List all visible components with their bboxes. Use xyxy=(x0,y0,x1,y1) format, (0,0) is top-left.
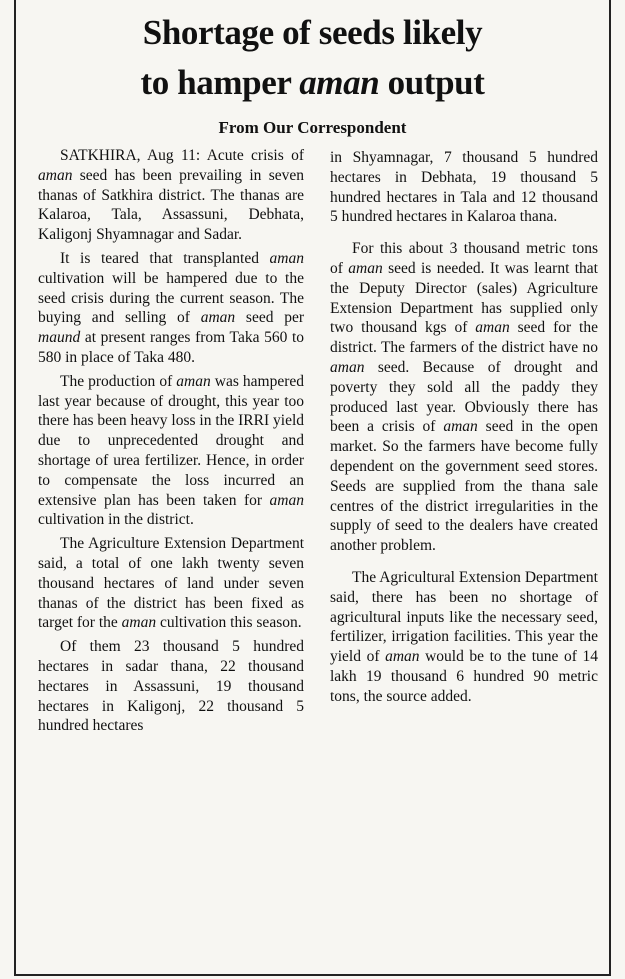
text-run: seed. Because of drought and poverty they sold all the paddy they produced last year. Obviously there has been a crisis of xyxy=(330,358,598,436)
text-run: seed in the open market. So the farmers have become fully dependent on the government seed stores. Seeds are supplied from the thana sale centres of the district irregularities in the supply of seed to the dealers have created another problem. xyxy=(330,418,598,555)
text-run: seed is needed. It was learnt that the Deputy Director (sales) Agriculture Extension Department has supplied only two thousand kgs of xyxy=(330,259,598,337)
text-run: It is teared that transplanted xyxy=(60,249,270,267)
italic-term: aman xyxy=(348,259,383,277)
paragraph-7 xyxy=(330,568,598,707)
text-run: The Agriculture Extension Department said, a total of one lakh twenty seven thousand hectares of land under seven thanas of the district has been fixed as target for the xyxy=(38,535,304,632)
headline xyxy=(14,8,611,108)
italic-term: aman xyxy=(269,249,304,267)
paragraph-3 xyxy=(38,372,304,530)
text-run: cultivation will be hampered due to the seed crisis during the current season. The buying and selling of xyxy=(38,269,304,327)
column-right xyxy=(330,148,598,711)
text-run: For this about 3 thousand metric tons of xyxy=(330,240,598,277)
italic-term: aman xyxy=(443,418,478,436)
text-run: would be to the tune of 14 lakh 19 thousand 6 hundred 90 metric tons, the source added. xyxy=(330,648,598,705)
text-run: seed per xyxy=(235,309,304,327)
italic-term: aman xyxy=(330,358,365,376)
paragraph-6 xyxy=(330,239,598,556)
text-run: was hampered last year because of drought, this year too there has been heavy loss in the IRRI yield due to unprecedented drought and shortage of urea fertilizer. Hence, in order to compensate the loss incurred an extensive plan has been taken for xyxy=(38,372,305,509)
text-run: seed for the district. The farmers of the district have no xyxy=(330,319,598,357)
paragraph-5-continued: in Shyamnagar, 7 thousand 5 hundred hectares in Debhata, 19 thousand 5 hundred hectares in Tala and 12 thousand 5 hundred hectares in Kalaroa thana. xyxy=(330,149,598,226)
text-run: The Agricultural Extension Department said, there has been no shortage of agricultural inputs like the necessary seed, fertilizer, irrigation facilities. This year the yield of xyxy=(330,568,598,666)
italic-term: aman xyxy=(475,319,510,337)
text-run: at present ranges from Taka 560 to 580 in place of Taka 480. xyxy=(38,329,304,366)
column-left xyxy=(38,146,304,740)
text-run: cultivation in the district. xyxy=(38,511,194,529)
paragraph-2 xyxy=(38,249,304,368)
text-run: cultivation this season. xyxy=(156,614,302,632)
paragraph-5: Of them 23 thousand 5 hundred hectares in sadar thana, 22 thousand hectares in Assassuni, 19 thousand hectares in Kaligonj, 22 thousand 5 hundred hectares xyxy=(38,638,304,735)
text-run: Acute crisis of xyxy=(200,147,304,164)
headline-text: to hamper xyxy=(140,63,300,102)
dateline: SATKHIRA, Aug 11: xyxy=(60,147,201,164)
text-run: seed has been prevailing in seven thanas of Satkhira district. The thanas are Kalaroa, Tala, Assassuni, Debhata, Kaligonj Shyamnagar and Sadar. xyxy=(38,166,304,244)
italic-term: aman xyxy=(200,309,236,327)
headline-text-end: output xyxy=(379,63,485,102)
headline-line-1: Shortage of seeds likely xyxy=(142,13,483,52)
italic-term: aman xyxy=(176,372,211,390)
italic-term: aman xyxy=(269,491,304,509)
paragraph-4 xyxy=(38,534,304,633)
headline-line-2 xyxy=(14,58,611,108)
paragraph-1 xyxy=(38,146,304,245)
italic-term: maund xyxy=(38,329,81,347)
italic-term: aman xyxy=(38,166,73,184)
italic-term: aman xyxy=(121,614,157,632)
italic-term: aman xyxy=(385,648,420,666)
headline-italic: aman xyxy=(299,63,380,102)
byline: From Our Correspondent xyxy=(218,118,407,137)
text-run: The production of xyxy=(60,372,177,390)
